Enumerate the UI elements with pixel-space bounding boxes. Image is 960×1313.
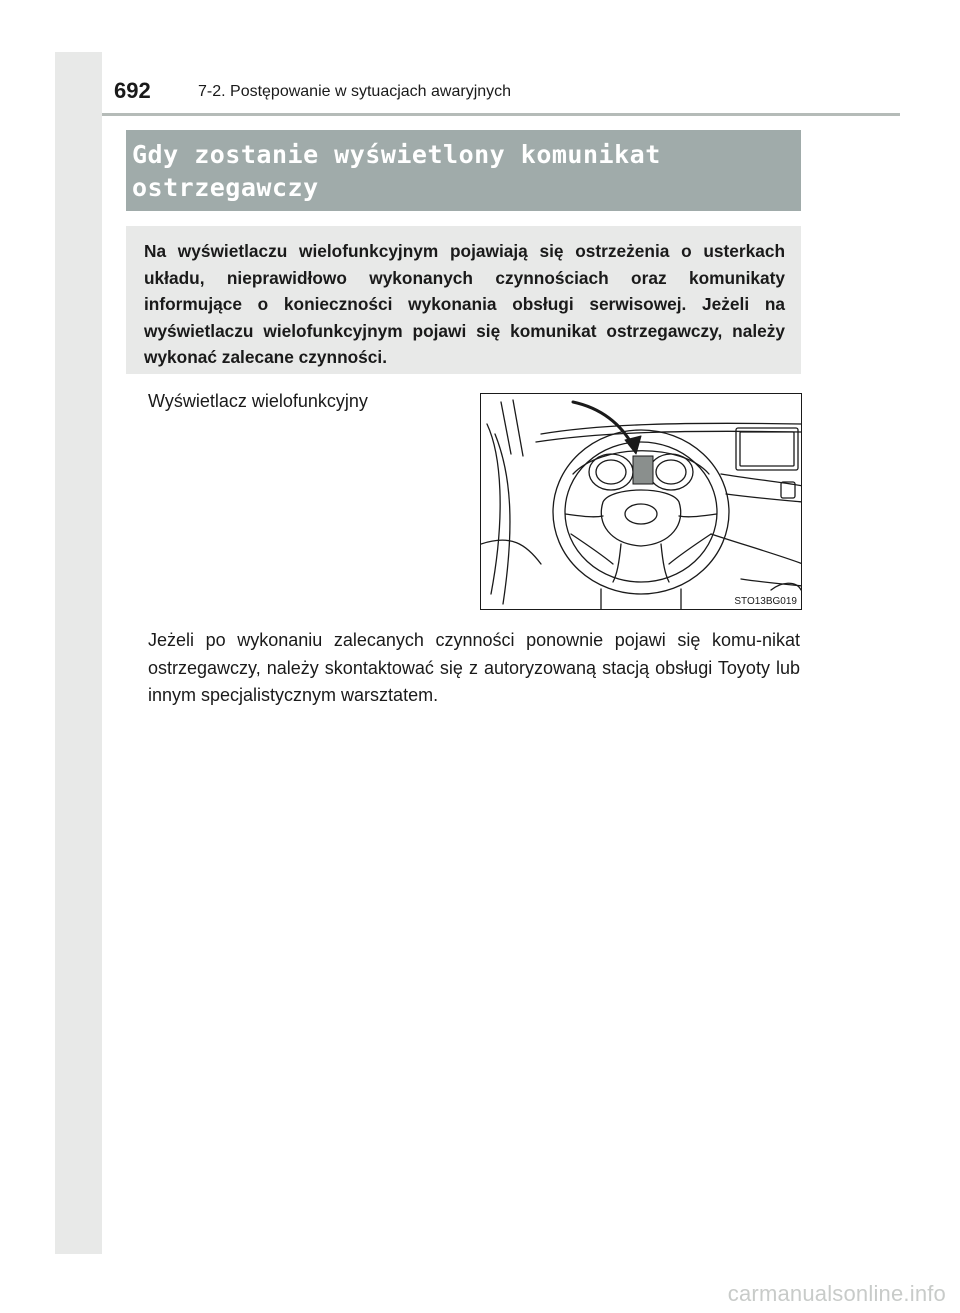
steering-wheel-illustration	[481, 394, 802, 610]
section-title-line2: ostrzegawczy	[132, 173, 319, 202]
figure-label: Wyświetlacz wielofunkcyjny	[148, 391, 368, 411]
dashboard-illustration	[480, 393, 802, 610]
summary-box	[126, 226, 801, 374]
body-text: Jeżeli po wykonaniu zalecanych czynności ponownie pojawi się komu-nikat ostrzegawczy, należy skontaktować się z autoryzowaną stacją obsługi Toyoty lub innym specjalistycznym warsztatem.	[148, 630, 800, 705]
section-title-box	[126, 130, 801, 211]
section-title-line1: Gdy zostanie wyświetlony komunikat	[132, 140, 661, 169]
side-strip	[55, 52, 102, 1254]
watermark: carmanualsonline.info	[727, 1281, 946, 1306]
header-divider	[102, 113, 900, 116]
page-number: 692	[114, 78, 151, 103]
page-header	[110, 78, 900, 114]
chapter-title: 7-2. Postępowanie w sytuacjach awaryjnych	[198, 83, 512, 100]
figure-code: STO13BG019	[734, 596, 797, 607]
summary-text: Na wyświetlaczu wielofunkcyjnym pojawiają się ostrzeżenia o usterkach układu, nieprawidłowo wykonanych czynnościach oraz komunikaty informujące o konieczności wykonania obsługi serwisowej. Jeżeli na wyświetlaczu wielofunkcyjnym pojawi się komunikat ostrzegawczy, należy wykonać zalecane czynności.	[144, 241, 785, 367]
